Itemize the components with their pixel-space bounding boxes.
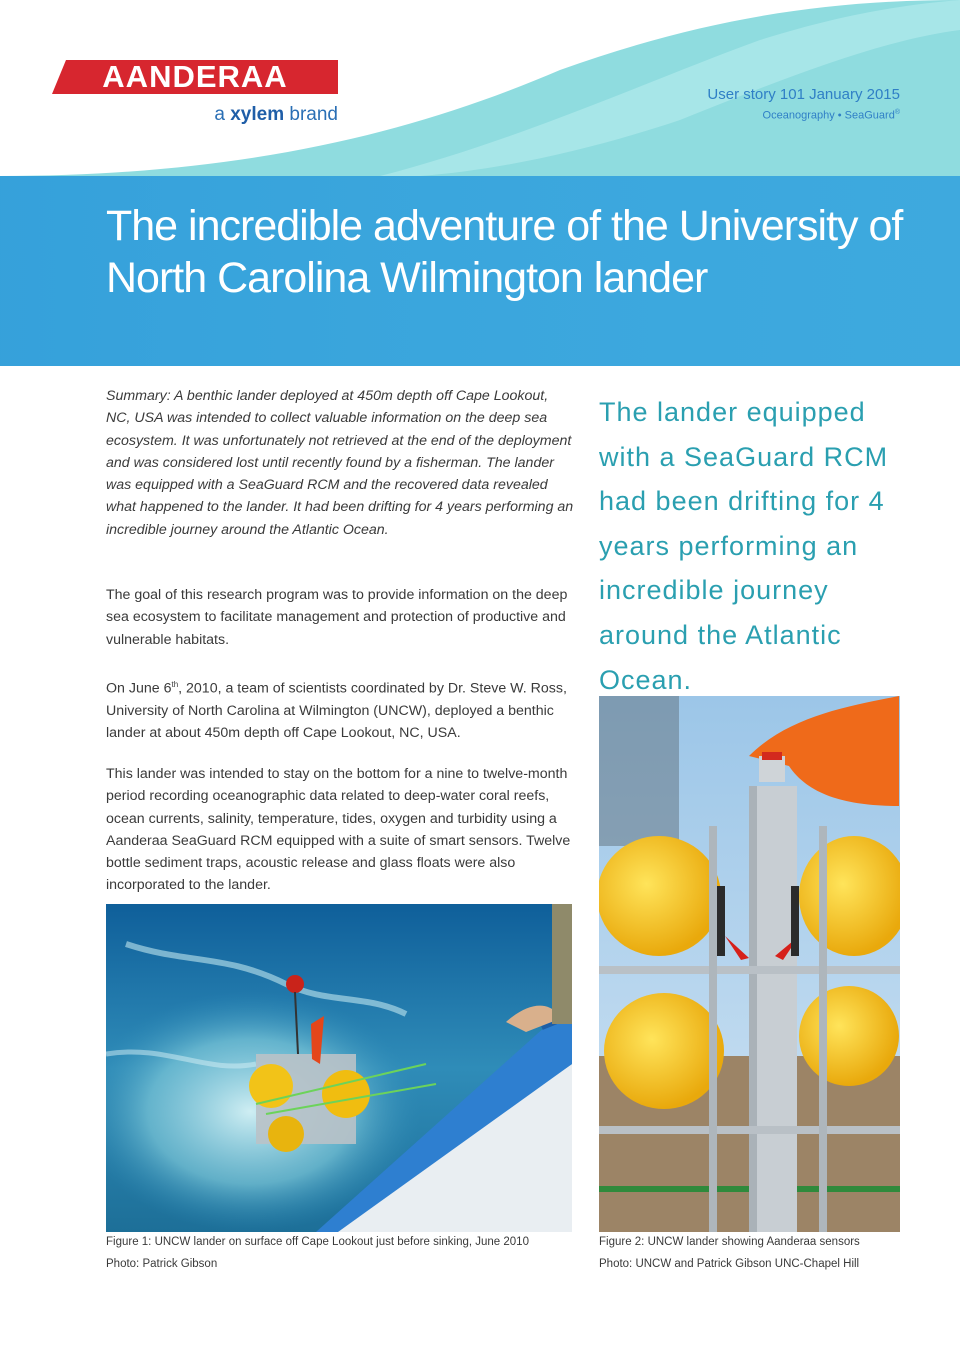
brand-prefix: a [214, 104, 225, 125]
frame-vertical-right [819, 826, 827, 1232]
brand-name: xylem [230, 104, 285, 125]
topics-text: Oceanography • SeaGuard [762, 109, 895, 122]
page-title: The incredible adventure of the University of North Carolina Wilmington lander [106, 202, 903, 302]
goal-paragraph: The goal of this research program was to provide information on the deep sea ecosystem to facilitate management and protection of productive and vulnerable habitats. [106, 587, 568, 648]
topics-line [763, 109, 900, 122]
figure-2-credit: Photo: UNCW and Patrick Gibson UNC-Chapel Hill [599, 1258, 860, 1270]
figure-2-photo [599, 696, 900, 1232]
june-prefix: On June 6 [106, 680, 172, 697]
logo-text: AANDERAA [102, 59, 288, 94]
red-buoy [286, 975, 304, 993]
frame-bar-1 [599, 966, 900, 974]
aanderaa-logo [52, 60, 338, 94]
frame-vertical-left [709, 826, 717, 1232]
frame-bar-2 [599, 1126, 900, 1134]
figure-1-credit: Photo: Patrick Gibson [106, 1258, 218, 1270]
float-left-bottom [604, 993, 724, 1109]
june-rest: , 2010, a team of scientists coordinated by Dr. Steve W. Ross, University of North Carolina at Wilmington (UNCW), deployed a benthic lander at about 450m depth off Cape Lookout, NC, USA. [106, 680, 567, 742]
lander-float-2 [322, 1070, 370, 1118]
summary-paragraph: Summary: A benthic lander deployed at 450m depth off Cape Lookout, NC, USA was intended to collect valuable information on the deep sea ecosystem. It was unfortunately not retrieved at the end of the deployment and was considered lost until recently found by a fisherman. The lander was equipped with a SeaGuard RCM and the recovered data revealed what happened to the lander. It had been drifting for 4 years performing an incredible journey around the Atlantic Ocean. [106, 388, 574, 538]
float-right-bottom [799, 986, 899, 1086]
header-wave-background [0, 0, 960, 370]
figure-1-photo [106, 904, 572, 1232]
lander-float-3 [268, 1116, 304, 1152]
story-line: User story 101 January 2015 [707, 86, 900, 103]
figure-2-caption: Figure 2: UNCW lander showing Aanderaa sensors [599, 1236, 860, 1248]
figure-1-caption: Figure 1: UNCW lander on surface off Cape Lookout just before sinking, June 2010 [106, 1236, 529, 1248]
brand-suffix: brand [289, 104, 338, 125]
june-paragraph [106, 674, 576, 745]
beacon-top [762, 752, 782, 760]
person-shirt [552, 904, 572, 1024]
float-left-top [599, 836, 721, 956]
june-superscript: th [171, 680, 179, 689]
pole-shade [749, 786, 757, 1232]
brand-tagline [140, 104, 338, 126]
sensor-left [717, 886, 725, 956]
sensor-right [791, 886, 799, 956]
registered-mark: ® [894, 109, 900, 116]
lander-paragraph: This lander was intended to stay on the bottom for a nine to twelve-month period recording oceanographic data related to deep-water coral reefs, ocean currents, salinity, temperature, tides, oxygen and turbidity using a Aanderaa SeaGuard RCM equipped with a suite of smart sensors. Twelve bottle sediment traps, acoustic release and glass floats were also incorporated to the lander. [106, 766, 571, 894]
ship-structure [599, 696, 679, 846]
pull-quote: The lander equipped with a SeaGuard RCM had been drifting for 4 years performing an incredible journey around the Atlantic Ocean. [599, 397, 889, 695]
